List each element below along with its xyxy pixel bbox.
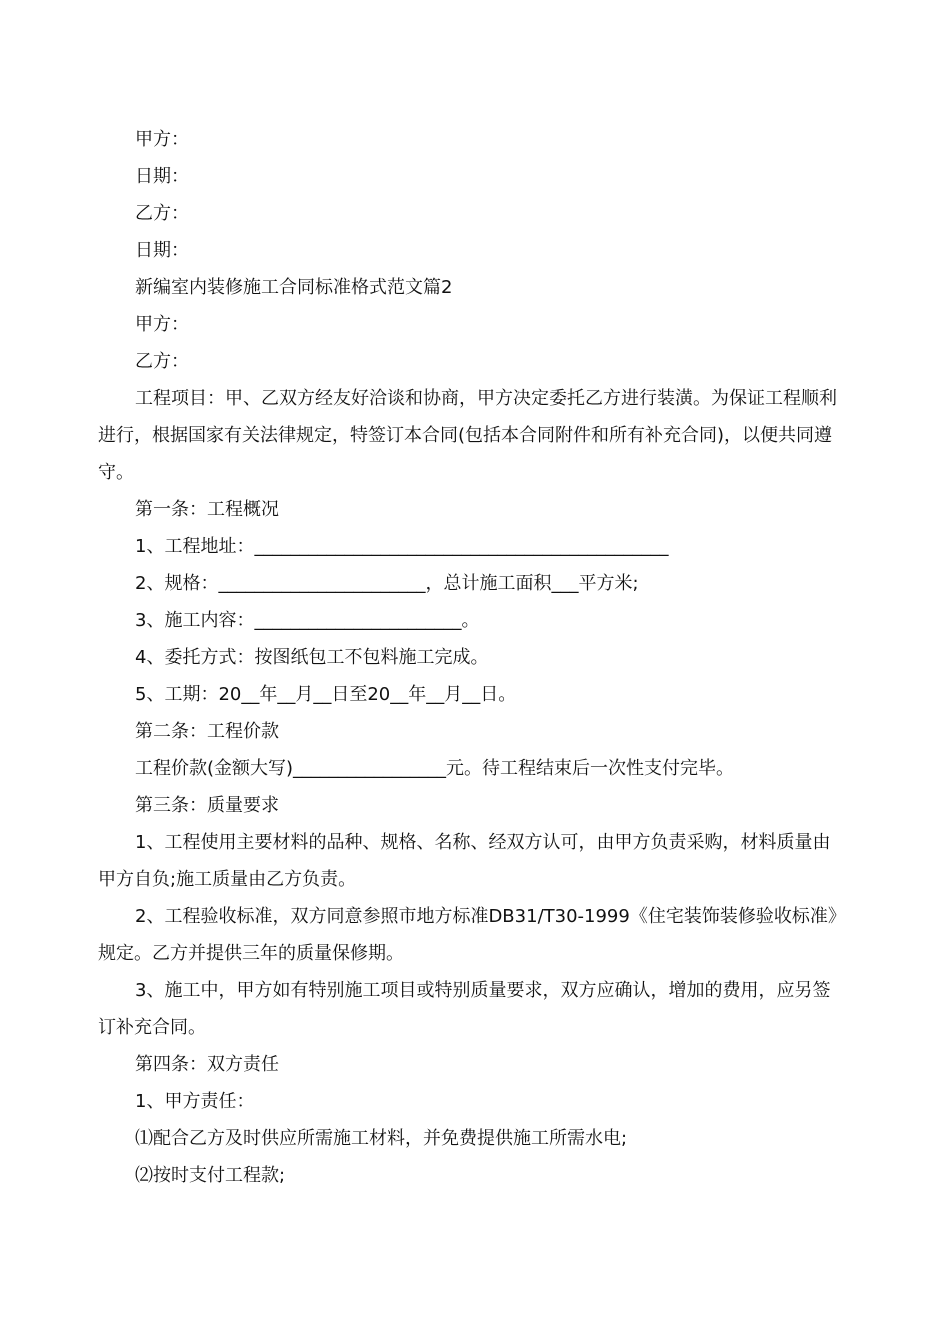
- clause-item: 2、规格：_______________________，总计施工面积___平方米;: [135, 573, 639, 594]
- article-heading: 第一条：工程概况: [135, 499, 279, 520]
- party-a-label: 甲方：: [135, 314, 189, 335]
- party-b-label: 乙方：: [135, 351, 189, 372]
- clause-item: 3、施工内容：_______________________。: [135, 610, 480, 631]
- clause-item: 1、工程地址：______________________________________________: [135, 536, 669, 557]
- date-label: 日期：: [135, 240, 189, 261]
- article-heading: 第三条：质量要求: [135, 795, 279, 816]
- sub-clause-item: ⑴配合乙方及时供应所需施工材料，并免费提供施工所需水电;: [135, 1128, 628, 1149]
- clause-item: 5、工期：20__年__月__日至20__年__月__日。: [135, 684, 517, 705]
- article-heading: 第四条：双方责任: [135, 1054, 279, 1075]
- clause-item: 2、工程验收标准，双方同意参照市地方标准DB31/T30-1999《住宅装饰装修验收标准》规定。乙方并提供三年的质量保修期。: [98, 906, 837, 964]
- clause-item: 3、施工中，甲方如有特别施工项目或特别质量要求，双方应确认，增加的费用，应另签订补充合同。: [98, 980, 831, 1038]
- document-body: [98, 121, 838, 1194]
- clause-item: 1、工程使用主要材料的品种、规格、名称、经双方认可，由甲方负责采购，材料质量由甲方自负;施工质量由乙方负责。: [98, 832, 831, 890]
- party-a-label: 甲方：: [135, 129, 189, 150]
- project-intro-paragraph: 工程项目：甲、乙双方经友好洽谈和协商，甲方决定委托乙方进行装潢。为保证工程顺利进行，根据国家有关法律规定，特签订本合同(包括本合同附件和所有补充合同)，以便共同遵守。: [98, 388, 837, 483]
- article-heading: 第二条：工程价款: [135, 721, 279, 742]
- clause-item: 4、委托方式：按图纸包工不包料施工完成。: [135, 647, 489, 668]
- clause-item: 工程价款(金额大写)_________________元。待工程结束后一次性支付完毕。: [135, 758, 735, 779]
- clause-item: 1、甲方责任：: [135, 1091, 255, 1112]
- section-title: 新编室内装修施工合同标准格式范文篇2: [135, 277, 453, 298]
- party-b-label: 乙方：: [135, 203, 189, 224]
- date-label: 日期：: [135, 166, 189, 187]
- sub-clause-item: ⑵按时支付工程款;: [135, 1165, 286, 1186]
